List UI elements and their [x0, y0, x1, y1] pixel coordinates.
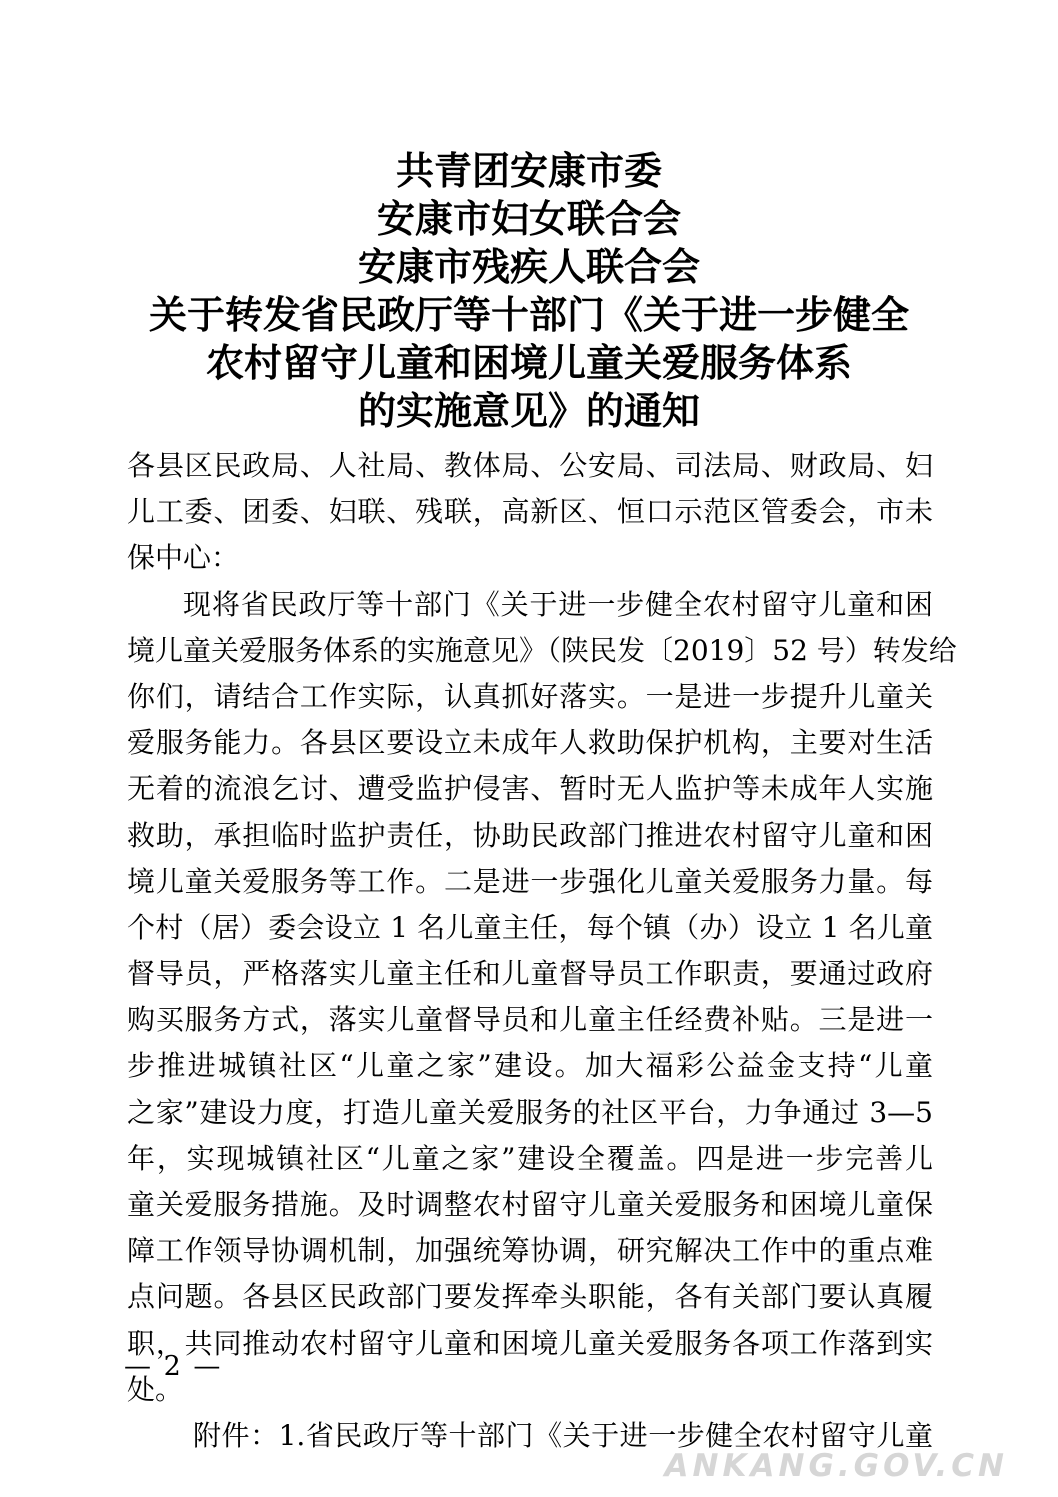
- paragraph-line: 爱服务能力。各县区要设立未成年人救助保护机构，主要对生活: [127, 726, 933, 760]
- paragraph-line: 督导员，严格落实儿童主任和儿童督导员工作职责，要通过政府: [127, 957, 933, 991]
- paragraph-line: 点问题。各县区民政部门要发挥牵头职能，各有关部门要认真履: [127, 1280, 933, 1314]
- title-line-2: 安康市妇女联合会: [376, 196, 681, 241]
- paragraph-line: 境儿童关爱服务等工作。二是进一步强化儿童关爱服务力量。每: [127, 864, 933, 898]
- paragraph-line: 个村（居）委会设立 1 名儿童主任，每个镇（办）设立 1 名儿童: [127, 910, 933, 944]
- title-line-5: 农村留守儿童和困境儿童关爱服务体系: [205, 340, 852, 385]
- watermark: ANKANG.GOV.CN: [664, 1448, 1008, 1484]
- paragraph-line: 购买服务方式，落实儿童督导员和儿童主任经费补贴。三是进一: [127, 1003, 933, 1037]
- paragraph-line: 职，共同推动农村留守儿童和困境儿童关爱服务各项工作落到实: [127, 1326, 933, 1360]
- paragraph-line: 无着的流浪乞讨、遭受监护侵害、暂时无人监护等未成年人实施: [127, 772, 933, 806]
- addressee-line: 各县区民政局、人社局、教体局、公安局、司法局、财政局、妇: [127, 449, 933, 482]
- paragraph-line: 救助，承担临时监护责任，协助民政部门推进农村留守儿童和困: [127, 818, 933, 852]
- paragraph-line: 步推进城镇社区“儿童之家”建设。加大福彩公益金支持“儿童: [127, 1049, 933, 1083]
- paragraph-line: 之家”建设力度，打造儿童关爱服务的社区平台，力争通过 3—5: [127, 1095, 933, 1129]
- paragraph-line: 境儿童关爱服务体系的实施意见》（陕民发〔2019〕52 号）转发给: [127, 633, 957, 667]
- page-number: — 2 —: [124, 1351, 223, 1382]
- paragraph-line: 现将省民政厅等十部门《关于进一步健全农村留守儿童和困: [183, 587, 933, 621]
- paragraph-line: 你们，请结合工作实际，认真抓好落实。一是进一步提升儿童关: [127, 679, 933, 713]
- paragraph-line: 障工作领导协调机制，加强统筹协调，研究解决工作中的重点难: [127, 1234, 933, 1268]
- title-line-1: 共青团安康市委: [395, 148, 662, 193]
- paragraph-line: 处。: [127, 1372, 184, 1406]
- paragraph-line: 年，实现城镇社区“儿童之家”建设全覆盖。四是进一步完善儿: [127, 1141, 933, 1175]
- addressee-line: 儿工委、团委、妇联、残联，高新区、恒口示范区管委会，市未: [127, 495, 933, 529]
- attachment-line: 附件：1.省民政厅等十部门《关于进一步健全农村留守儿童: [193, 1418, 933, 1452]
- title-line-4: 关于转发省民政厅等十部门《关于进一步健全: [148, 292, 909, 337]
- title-line-3: 安康市残疾人联合会: [357, 244, 700, 289]
- paragraph-line: 童关爱服务措施。及时调整农村留守儿童关爱服务和困境儿童保: [127, 1188, 933, 1221]
- title-line-6: 的实施意见》的通知: [357, 388, 700, 433]
- document-title: [0, 147, 1058, 435]
- document-body: [127, 443, 957, 1459]
- addressee-line: 保中心：: [127, 541, 240, 575]
